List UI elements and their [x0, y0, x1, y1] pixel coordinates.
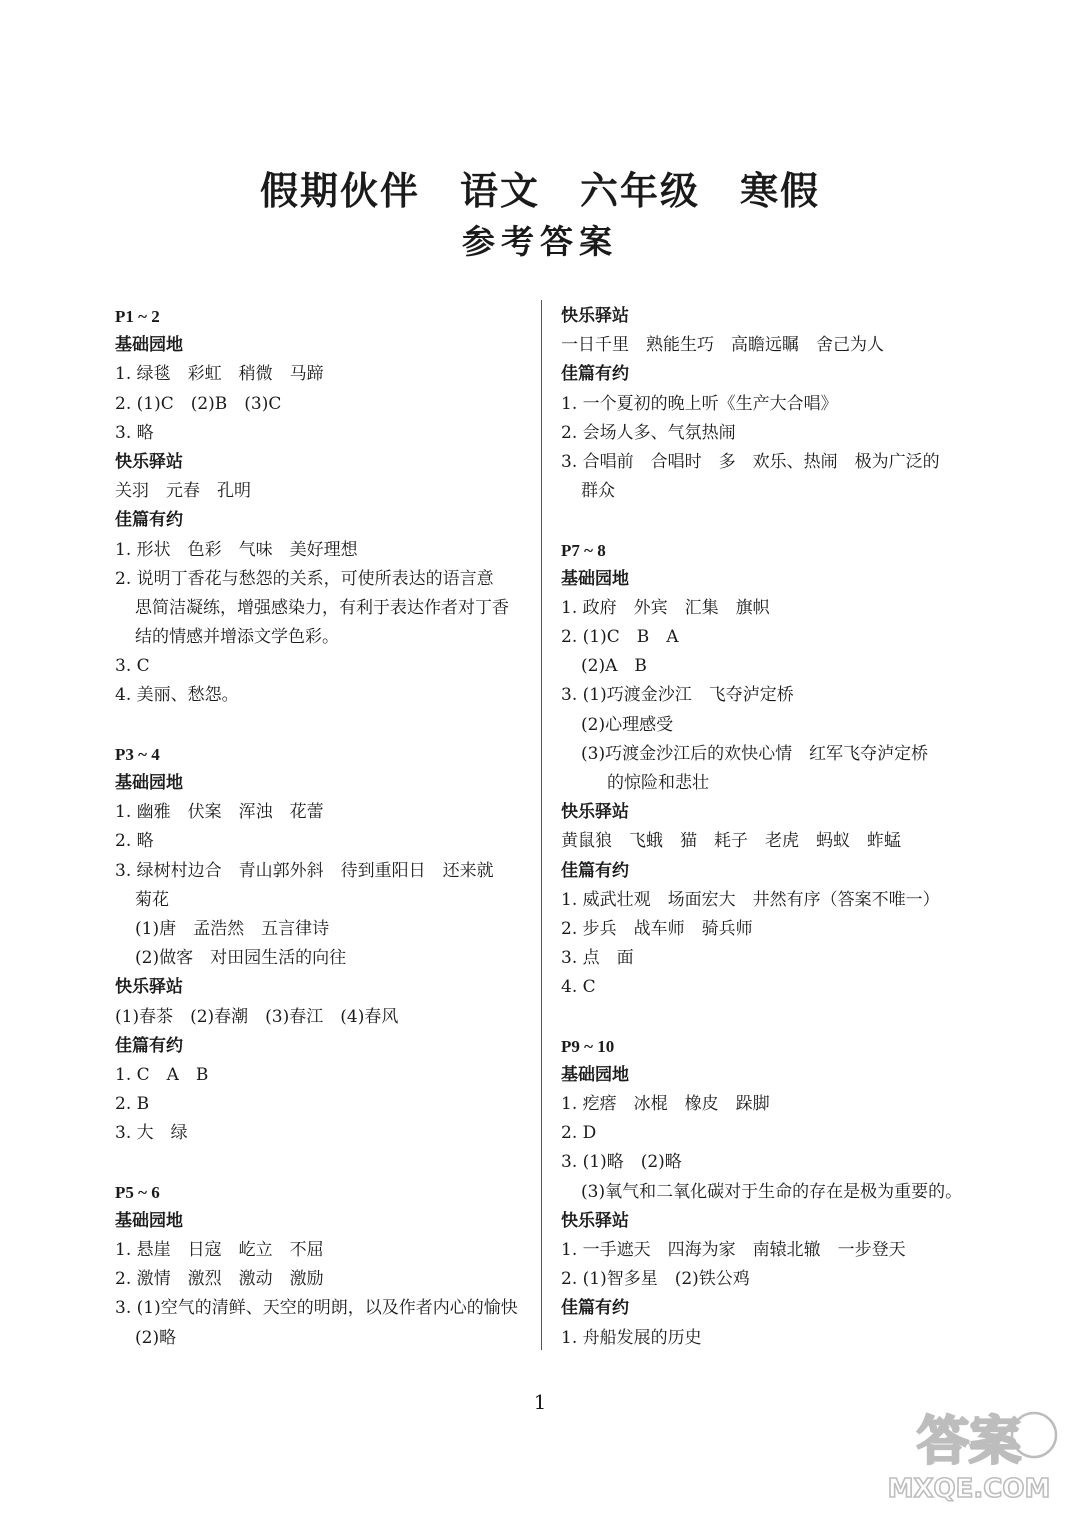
answer-line: 2. D	[561, 1123, 597, 1144]
spacer	[561, 1003, 976, 1032]
answer-line: (1)春茶 (2)春潮 (3)春江 (4)春风	[115, 1006, 399, 1027]
answer-line: 结的情感并增添文学色彩。	[135, 627, 339, 648]
answer-line: 一日千里 熟能生巧 高瞻远瞩 舍己为人	[561, 335, 884, 356]
answer-line: 1. 一手遮天 四海为家 南辕北辙 一步登天	[561, 1240, 906, 1260]
answer-line: 1. C A B	[115, 1064, 209, 1085]
answer-line: 2. (1)C B A	[561, 627, 679, 648]
section-heading: 佳篇有约	[115, 1035, 183, 1056]
answer-line: 1. 幽雅 伏案 浑浊 花蕾	[115, 802, 324, 823]
answer-line: 1. 一个夏初的晚上听《生产大合唱》	[561, 393, 838, 414]
section-heading: 快乐驿站	[115, 451, 183, 472]
page-range-heading: P5 ~ 6	[115, 1182, 160, 1202]
left-column	[115, 302, 525, 1353]
section-heading: 佳篇有约	[115, 510, 183, 531]
answer-line: 3. 大 绿	[115, 1123, 188, 1144]
section-heading: 基础园地	[561, 1064, 629, 1085]
answer-line: 1. 疙瘩 冰棍 橡皮 跺脚	[561, 1094, 770, 1115]
section-heading: 基础园地	[115, 1210, 183, 1231]
page-range-heading: P9 ~ 10	[561, 1036, 615, 1056]
section-heading: 基础园地	[115, 773, 183, 793]
answer-line: 4. C	[561, 977, 596, 998]
watermark-text: 答案	[916, 1412, 1022, 1472]
answer-line: (2)心理感受	[581, 714, 674, 735]
answer-line: (3)氧气和二氧化碳对于生命的存在是极为重要的。	[581, 1181, 963, 1202]
page-subtitle: 参考答案	[462, 222, 618, 261]
right-column	[561, 302, 976, 1353]
answer-line: 2. 步兵 战车师 骑兵师	[561, 918, 753, 939]
answer-line: (1)唐 孟浩然 五言律诗	[135, 918, 330, 939]
answer-line: 2. (1)智多星 (2)铁公鸡	[561, 1269, 750, 1290]
answer-line: 的惊险和悲壮	[607, 773, 709, 793]
answer-line: (2)做客 对田园生活的向往	[135, 948, 347, 969]
answer-line: 3. (1)巧渡金沙江 飞夺泸定桥	[561, 685, 794, 706]
answer-line: 3. 略	[115, 422, 154, 443]
page-range-heading: P7 ~ 8	[561, 540, 606, 560]
spacer	[561, 506, 976, 535]
answer-line: 关羽 元春 孔明	[115, 481, 251, 502]
page-range-heading: P3 ~ 4	[115, 744, 160, 764]
section-heading: 佳篇有约	[561, 364, 629, 385]
section-heading: 快乐驿站	[561, 1210, 629, 1231]
spacer	[115, 711, 525, 740]
answer-line: 1. 政府 外宾 汇集 旗帜	[561, 597, 770, 618]
watermark-logo	[874, 1397, 1064, 1507]
section-heading: 佳篇有约	[561, 1298, 629, 1319]
answer-line: 3. (1)空气的清鲜、天空的明朗，以及作者内心的愉快	[115, 1298, 518, 1319]
answer-line: 3. 点 面	[561, 948, 634, 969]
answer-line: 1. 舟船发展的历史	[561, 1327, 702, 1348]
section-heading: 基础园地	[115, 335, 183, 356]
answer-line: 4. 美丽、愁怨。	[115, 685, 239, 706]
answer-line: 2. 激情 激烈 激动 激励	[115, 1269, 324, 1290]
answer-line: 3. (1)略 (2)略	[561, 1152, 682, 1173]
section-heading: 佳篇有约	[561, 860, 629, 881]
answer-line: 3. C	[115, 656, 150, 677]
section-heading: 快乐驿站	[115, 977, 183, 998]
answer-line: 1. 悬崖 日寇 屹立 不屈	[115, 1240, 324, 1260]
section-heading: 基础园地	[561, 568, 629, 589]
section-heading: 快乐驿站	[561, 802, 629, 823]
answer-line: 2. B	[115, 1094, 150, 1115]
answer-line: (2)略	[135, 1327, 177, 1348]
answer-line: 菊花	[135, 889, 169, 910]
answer-line: 1. 形状 色彩 气味 美好理想	[115, 539, 358, 560]
answer-line: 3. 合唱前 合唱时 多 欢乐、热闹 极为广泛的	[561, 451, 940, 472]
answer-line: 2. (1)C (2)B (3)C	[115, 393, 282, 414]
page-range-heading: P1 ~ 2	[115, 307, 160, 326]
answer-line: 黄鼠狼 飞蛾 猫 耗子 老虎 蚂蚁 蚱蜢	[561, 831, 901, 852]
page-number: 1	[533, 1390, 547, 1414]
column-divider	[541, 300, 542, 1350]
answer-line: (2)A B	[581, 656, 647, 677]
section-heading: 快乐驿站	[561, 306, 629, 326]
answer-line: 思简洁凝练，增强感染力，有利于表达作者对丁香	[135, 597, 509, 618]
answer-line: (3)巧渡金沙江后的欢快心情 红军飞夺泸定桥	[581, 743, 929, 764]
spacer	[115, 1148, 525, 1177]
answer-line: 2. 会场人多、气氛热闹	[561, 422, 736, 443]
watermark-url: MXQE.COM	[887, 1474, 1051, 1504]
page-title: 假期伙伴 语文 六年级 寒假	[259, 169, 820, 213]
answer-line: 1. 绿毯 彩虹 稍微 马蹄	[115, 364, 324, 385]
answer-line: 群众	[581, 481, 615, 502]
answer-line: 2. 略	[115, 831, 154, 852]
answer-line: 2. 说明丁香花与愁怨的关系，可使所表达的语言意	[115, 568, 494, 589]
answer-line: 3. 绿树村边合 青山郭外斜 待到重阳日 还来就	[115, 860, 494, 881]
answer-line: 1. 威武壮观 场面宏大 井然有序（答案不唯一）	[561, 889, 940, 910]
